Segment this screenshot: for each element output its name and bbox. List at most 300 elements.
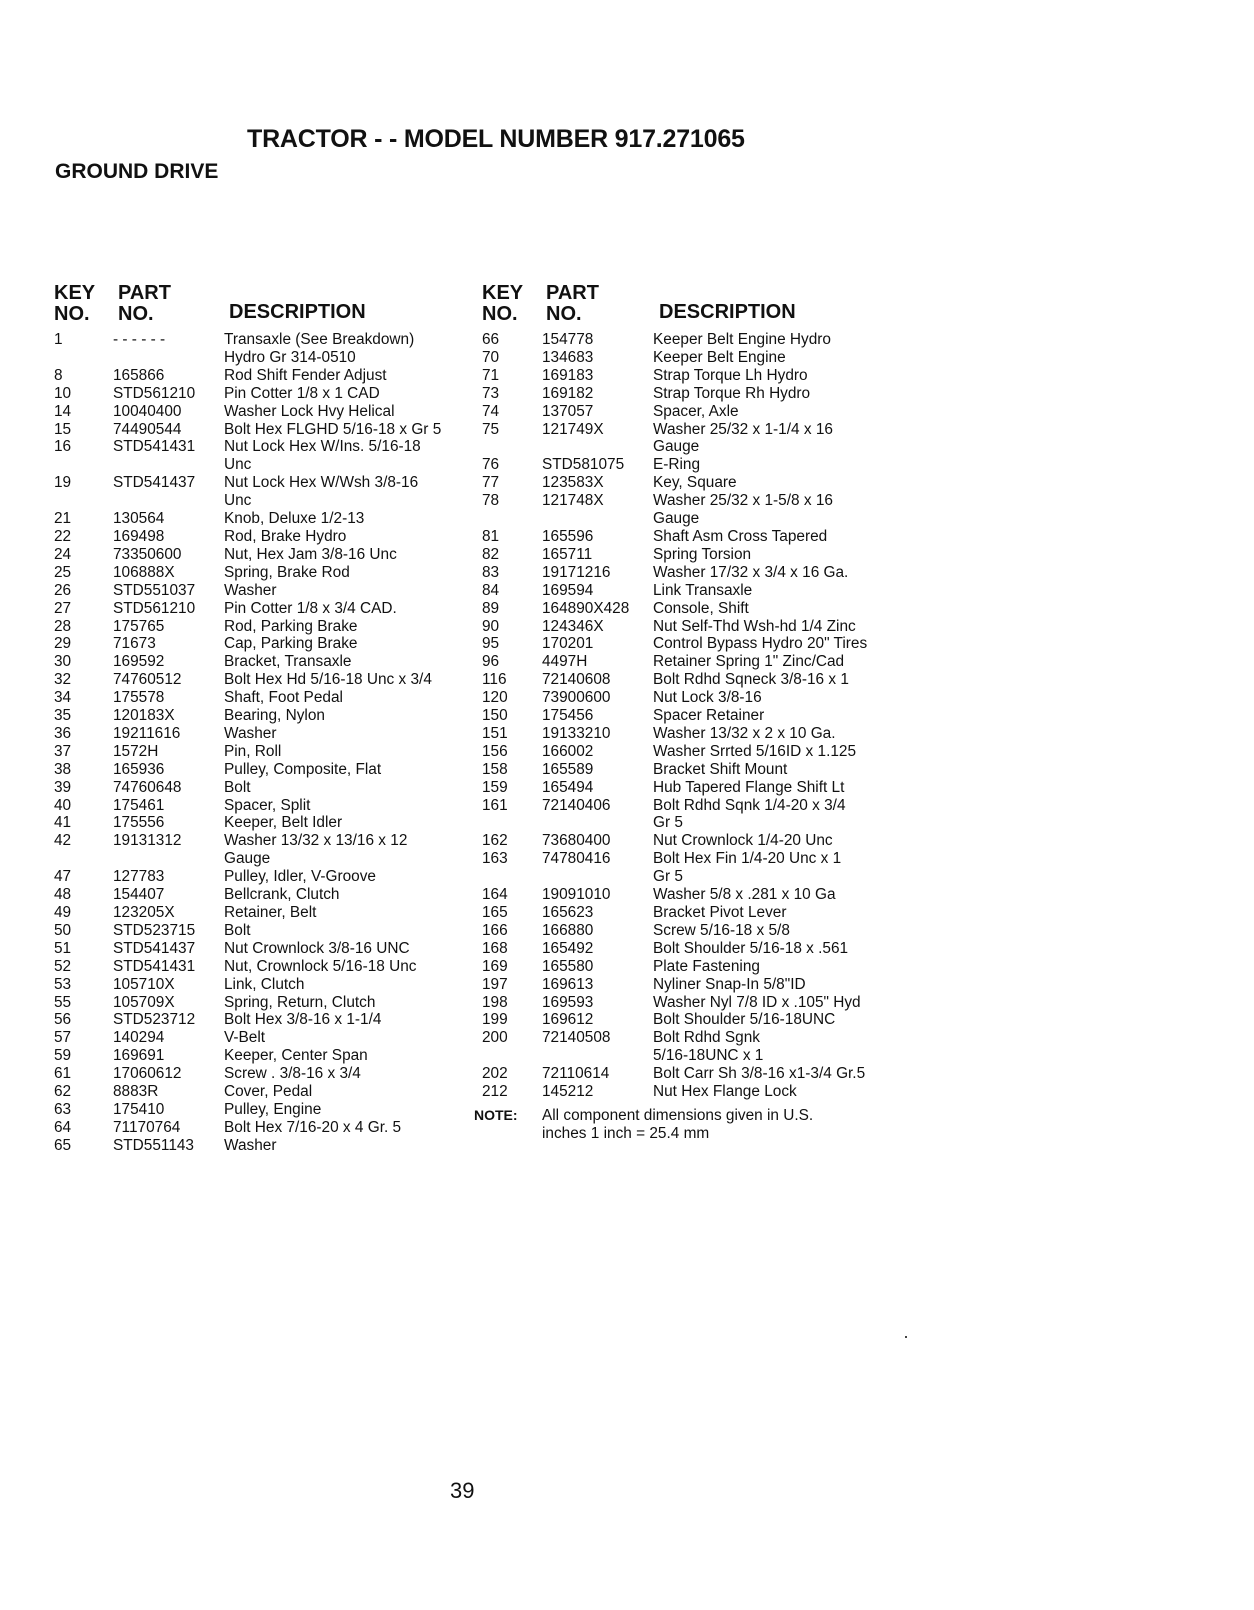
section-title: GROUND DRIVE xyxy=(55,160,219,183)
key-number: 168 xyxy=(482,939,508,957)
description-line: Link, Clutch xyxy=(224,975,305,993)
part-row xyxy=(54,958,474,976)
key-number: 166 xyxy=(482,921,508,939)
key-number: 159 xyxy=(482,778,508,796)
key-number: 150 xyxy=(482,707,508,725)
part-row xyxy=(482,635,902,653)
description-line: Spacer Retainer xyxy=(653,707,765,725)
key-number: 22 xyxy=(54,527,72,545)
description-line: Shaft Asm Cross Tapered xyxy=(653,527,828,545)
description-line: Nut Lock 3/8-16 xyxy=(653,689,762,707)
description-line: Unc xyxy=(224,456,252,474)
key-number: 82 xyxy=(482,545,500,563)
part-number: 154407 xyxy=(113,886,165,904)
key-number: 24 xyxy=(54,545,72,563)
key-number: 53 xyxy=(54,975,72,993)
part-row xyxy=(482,1065,902,1083)
key-number: 76 xyxy=(482,456,500,474)
part-row xyxy=(54,976,474,994)
key-no-header: NO. xyxy=(54,303,90,325)
part-row xyxy=(54,814,474,832)
note-line: All component dimensions given in U.S. xyxy=(542,1106,814,1124)
part-number: 105710X xyxy=(113,975,175,993)
part-number: 121749X xyxy=(542,420,604,438)
part-number: 72140508 xyxy=(542,1029,611,1047)
part-row xyxy=(482,886,902,904)
part-number: 72110614 xyxy=(542,1065,610,1083)
description-line: Shaft, Foot Pedal xyxy=(224,689,343,707)
part-number: 71170764 xyxy=(113,1118,181,1136)
description-line: Retainer Spring 1" Zinc/Cad xyxy=(653,653,845,671)
description-line: Keeper Belt Engine Hydro xyxy=(653,331,831,348)
description-line: Console, Shift xyxy=(653,599,749,617)
part-number: 74780416 xyxy=(542,850,611,868)
dimension-note xyxy=(474,1106,902,1143)
part-number: STD551143 xyxy=(113,1136,194,1154)
key-number: 28 xyxy=(54,617,72,635)
description-line: Nut Self-Thd Wsh-hd 1/4 Zinc xyxy=(653,617,856,635)
description-line: Washer 5/8 x .281 x 10 Ga xyxy=(653,886,836,904)
part-number: 71673 xyxy=(113,635,156,653)
part-row xyxy=(482,600,902,618)
key-number: 75 xyxy=(482,420,500,438)
part-number: 140294 xyxy=(113,1029,165,1047)
description-line: Bellcrank, Clutch xyxy=(224,886,340,904)
part-row xyxy=(54,331,474,367)
key-number: 29 xyxy=(54,635,72,653)
part-row xyxy=(54,421,474,439)
part-row xyxy=(482,671,902,689)
part-row xyxy=(482,922,902,940)
description-line: Pulley, Composite, Flat xyxy=(224,760,382,778)
description-line: Spring Torsion xyxy=(653,545,752,563)
description-line: Bolt Shoulder 5/16-18 x .561 xyxy=(653,939,849,957)
description-line: Knob, Deluxe 1/2-13 xyxy=(224,510,365,528)
part-number: - - - - - - xyxy=(113,331,166,348)
part-number: 164890X428 xyxy=(542,599,630,617)
part-number: 165589 xyxy=(542,760,594,778)
part-row xyxy=(54,868,474,886)
key-number: 151 xyxy=(482,724,508,742)
key-number: 15 xyxy=(54,420,72,438)
key-number: 120 xyxy=(482,689,508,707)
description-line: Key, Square xyxy=(653,474,737,492)
part-number: STD581075 xyxy=(542,456,625,474)
part-number: 165711 xyxy=(542,545,593,563)
description-line: Bolt Hex FLGHD 5/16-18 x Gr 5 xyxy=(224,420,442,438)
part-number: 130564 xyxy=(113,510,165,528)
description-line: Link Transaxle xyxy=(653,581,753,599)
description-line: Bolt Hex Fin 1/4-20 Unc x 1 xyxy=(653,850,842,868)
description-line: Washer xyxy=(224,1136,277,1154)
part-row xyxy=(54,564,474,582)
part-number: 74760648 xyxy=(113,778,182,796)
part-row xyxy=(54,528,474,546)
description-line: Gr 5 xyxy=(653,868,683,886)
description-line: Keeper, Belt Idler xyxy=(224,814,343,832)
part-number: 165596 xyxy=(542,527,594,545)
key-number: 8 xyxy=(54,366,63,384)
description-line: Spring, Brake Rod xyxy=(224,563,350,581)
description-line: Screw 5/16-18 x 5/8 xyxy=(653,921,790,939)
description-line: Transaxle (See Breakdown) xyxy=(224,331,415,348)
description-line: Plate Fastening xyxy=(653,957,760,975)
key-number: 96 xyxy=(482,653,500,671)
key-number: 89 xyxy=(482,599,500,617)
description-line: Bolt Hex Hd 5/16-18 Unc x 3/4 xyxy=(224,671,432,689)
part-row xyxy=(482,689,902,707)
description-line: Bolt xyxy=(224,778,251,796)
page-number: 39 xyxy=(450,1478,475,1503)
part-number: STD541437 xyxy=(113,474,196,492)
key-number: 21 xyxy=(54,510,72,528)
part-number: STD561210 xyxy=(113,599,196,617)
description-line: Washer Nyl 7/8 ID x .105" Hyd xyxy=(653,993,861,1011)
part-number: 169593 xyxy=(542,993,594,1011)
part-number: 175456 xyxy=(542,707,594,725)
description-line: Nut Lock Hex W/Ins. 5/16-18 xyxy=(224,438,421,456)
part-row xyxy=(54,904,474,922)
key-number: 27 xyxy=(54,599,72,617)
description-line: Control Bypass Hydro 20" Tires xyxy=(653,635,868,653)
part-row xyxy=(54,886,474,904)
description-line: Washer xyxy=(224,581,277,599)
description-line: Unc xyxy=(224,492,252,510)
part-number: 19171216 xyxy=(542,563,611,581)
part-number: 169183 xyxy=(542,366,594,384)
part-header: PART xyxy=(546,282,599,304)
part-row xyxy=(54,797,474,815)
description-line: Bolt Hex 7/16-20 x 4 Gr. 5 xyxy=(224,1118,402,1136)
note-line: inches 1 inch = 25.4 mm xyxy=(542,1124,710,1142)
description-line: Bracket Pivot Lever xyxy=(653,904,787,921)
key-number: 165 xyxy=(482,904,508,921)
part-row xyxy=(482,403,902,421)
scan-speck xyxy=(905,1336,907,1338)
key-number: 212 xyxy=(482,1083,508,1101)
key-number: 36 xyxy=(54,724,72,742)
key-number: 48 xyxy=(54,886,72,904)
part-row xyxy=(482,850,902,886)
description-line: V-Belt xyxy=(224,1029,266,1047)
part-number: 145212 xyxy=(542,1083,594,1101)
parts-list-right xyxy=(474,282,902,1143)
part-row xyxy=(54,707,474,725)
key-number: 90 xyxy=(482,617,500,635)
part-number: 175578 xyxy=(113,689,165,707)
key-number: 158 xyxy=(482,760,508,778)
description-line: Bolt Rdhd Sgnk xyxy=(653,1029,760,1047)
part-number: 165494 xyxy=(542,778,594,796)
part-number: 123583X xyxy=(542,474,604,492)
part-number: 169691 xyxy=(113,1047,165,1065)
part-number: 127783 xyxy=(113,868,165,886)
key-number: 37 xyxy=(54,742,72,760)
description-line: Pin Cotter 1/8 x 1 CAD xyxy=(224,384,380,402)
part-number: 73680400 xyxy=(542,832,611,850)
part-row xyxy=(54,1029,474,1047)
part-row xyxy=(54,1119,474,1137)
description-line: Bolt Shoulder 5/16-18UNC xyxy=(653,1011,836,1029)
key-number: 77 xyxy=(482,474,500,492)
part-number: STD541437 xyxy=(113,939,196,957)
part-number: 123205X xyxy=(113,904,175,921)
part-row xyxy=(54,635,474,653)
part-row xyxy=(482,904,902,922)
part-number: 1572H xyxy=(113,742,159,760)
key-number: 51 xyxy=(54,939,72,957)
key-number: 65 xyxy=(54,1136,72,1154)
parts-list-left xyxy=(54,283,474,1155)
description-line: Strap Torque Lh Hydro xyxy=(653,366,808,384)
part-row xyxy=(482,743,902,761)
description-line: Washer 25/32 x 1-5/8 x 16 xyxy=(653,492,833,510)
part-row xyxy=(482,725,902,743)
description-line: Washer xyxy=(224,724,277,742)
description-line: Bolt Rdhd Sqneck 3/8-16 x 1 xyxy=(653,671,849,689)
part-row xyxy=(482,707,902,725)
part-number: 170201 xyxy=(542,635,594,653)
key-number: 84 xyxy=(482,581,500,599)
part-row xyxy=(482,761,902,779)
key-number: 161 xyxy=(482,796,508,814)
description-line: Bracket, Transaxle xyxy=(224,653,352,671)
part-row xyxy=(482,349,902,367)
part-number: 17060612 xyxy=(113,1065,182,1083)
key-number: 16 xyxy=(54,438,72,456)
key-header: KEY xyxy=(482,282,524,304)
part-row xyxy=(54,510,474,528)
key-number: 63 xyxy=(54,1100,72,1118)
part-number: 19211616 xyxy=(113,724,181,742)
description-line: Nut Crownlock 3/8-16 UNC xyxy=(224,939,410,957)
key-number: 62 xyxy=(54,1083,72,1101)
key-number: 95 xyxy=(482,635,500,653)
part-row xyxy=(54,832,474,868)
part-row xyxy=(482,528,902,546)
part-row xyxy=(482,779,902,797)
description-line: Bolt Rdhd Sqnk 1/4-20 x 3/4 xyxy=(653,796,846,814)
part-number: 73350600 xyxy=(113,545,182,563)
part-number: STD561210 xyxy=(113,384,196,402)
parts-rows xyxy=(54,331,474,1155)
part-row xyxy=(54,582,474,600)
part-row xyxy=(54,618,474,636)
key-number: 57 xyxy=(54,1029,72,1047)
description-line: Nut Crownlock 1/4-20 Unc xyxy=(653,832,833,850)
part-header: PART xyxy=(118,282,171,304)
part-number: 72140406 xyxy=(542,796,611,814)
part-number: 74490544 xyxy=(113,420,182,438)
key-number: 32 xyxy=(54,671,72,689)
part-row xyxy=(54,385,474,403)
key-number: 163 xyxy=(482,850,508,868)
key-number: 59 xyxy=(54,1047,72,1065)
description-line: Rod Shift Fender Adjust xyxy=(224,366,387,384)
description-line: Gauge xyxy=(224,850,271,868)
part-number: 175765 xyxy=(113,617,165,635)
key-number: 83 xyxy=(482,563,500,581)
description-line: Washer 13/32 x 2 x 10 Ga. xyxy=(653,724,836,742)
description-line: Screw . 3/8-16 x 3/4 xyxy=(224,1065,361,1083)
part-number: 169612 xyxy=(542,1011,594,1029)
parts-rows xyxy=(482,331,902,1101)
part-row xyxy=(482,994,902,1012)
key-number: 55 xyxy=(54,993,72,1011)
part-row xyxy=(482,546,902,564)
part-number: 169594 xyxy=(542,581,594,599)
part-row xyxy=(54,1101,474,1119)
description-line: Washer 13/32 x 13/16 x 12 xyxy=(224,832,408,850)
description-line: Pin, Roll xyxy=(224,742,282,760)
part-row xyxy=(54,367,474,385)
description-line: Bolt xyxy=(224,921,251,939)
description-line: Rod, Parking Brake xyxy=(224,617,358,635)
key-number: 1 xyxy=(54,331,63,348)
key-number: 40 xyxy=(54,796,72,814)
key-number: 38 xyxy=(54,760,72,778)
part-row xyxy=(482,940,902,958)
description-line: Bolt Hex 3/8-16 x 1-1/4 xyxy=(224,1011,382,1029)
key-number: 198 xyxy=(482,993,508,1011)
part-row xyxy=(482,492,902,528)
part-no-header: NO. xyxy=(546,303,582,325)
part-number: STD541431 xyxy=(113,438,196,456)
part-number: 105709X xyxy=(113,993,175,1011)
part-number: 154778 xyxy=(542,331,594,348)
part-number: 166002 xyxy=(542,742,594,760)
part-number: STD541431 xyxy=(113,957,196,975)
part-row xyxy=(482,653,902,671)
part-row xyxy=(482,797,902,833)
part-row xyxy=(54,671,474,689)
part-row xyxy=(482,1011,902,1029)
part-number: 165580 xyxy=(542,957,594,975)
description-line: Nut, Crownlock 5/16-18 Unc xyxy=(224,957,417,975)
description-line: Hub Tapered Flange Shift Lt xyxy=(653,778,845,796)
key-number: 61 xyxy=(54,1065,72,1083)
description-line: Washer 25/32 x 1-1/4 x 16 xyxy=(653,420,833,438)
part-number: 4497H xyxy=(542,653,588,671)
key-number: 30 xyxy=(54,653,72,671)
key-number: 10 xyxy=(54,384,72,402)
description-line: Washer Lock Hvy Helical xyxy=(224,402,395,420)
description-line: Pin Cotter 1/8 x 3/4 CAD. xyxy=(224,599,397,617)
key-number: 162 xyxy=(482,832,508,850)
description-line: Spacer, Split xyxy=(224,796,311,814)
part-row xyxy=(54,1011,474,1029)
part-number: 165866 xyxy=(113,366,165,384)
part-number: 73900600 xyxy=(542,689,611,707)
key-number: 73 xyxy=(482,384,500,402)
description-line: E-Ring xyxy=(653,456,701,474)
part-number: 8883R xyxy=(113,1083,159,1101)
part-number: 121748X xyxy=(542,492,604,510)
part-number: 165936 xyxy=(113,760,165,778)
key-number: 50 xyxy=(54,921,72,939)
part-row xyxy=(54,546,474,564)
part-row xyxy=(482,1083,902,1101)
part-number: 175556 xyxy=(113,814,165,832)
description-line: Nyliner Snap-In 5/8"ID xyxy=(653,975,806,993)
part-number: 169592 xyxy=(113,653,165,671)
part-number: 106888X xyxy=(113,563,175,581)
key-number: 156 xyxy=(482,742,508,760)
description-line: Cap, Parking Brake xyxy=(224,635,358,653)
description-line: Keeper Belt Engine xyxy=(653,348,786,366)
part-number: 10040400 xyxy=(113,402,182,420)
key-number: 42 xyxy=(54,832,72,850)
key-number: 66 xyxy=(482,331,500,348)
key-number: 78 xyxy=(482,492,500,510)
part-row xyxy=(54,725,474,743)
description-header: DESCRIPTION xyxy=(229,301,366,323)
part-row xyxy=(54,474,474,510)
key-header: KEY xyxy=(54,282,96,304)
key-number: 169 xyxy=(482,957,508,975)
description-line: Washer 17/32 x 3/4 x 16 Ga. xyxy=(653,563,849,581)
description-line: Bracket Shift Mount xyxy=(653,760,788,778)
description-line: Nut, Hex Jam 3/8-16 Unc xyxy=(224,545,397,563)
description-line: Spacer, Axle xyxy=(653,402,739,420)
part-row xyxy=(54,922,474,940)
part-row xyxy=(54,994,474,1012)
description-line: Keeper, Center Span xyxy=(224,1047,368,1065)
key-number: 35 xyxy=(54,707,72,725)
part-number: 19131312 xyxy=(113,832,182,850)
description-line: Bearing, Nylon xyxy=(224,707,325,725)
description-line: Bolt Carr Sh 3/8-16 x1-3/4 Gr.5 xyxy=(653,1065,866,1083)
column-headers xyxy=(482,283,902,331)
description-line: Nut Hex Flange Lock xyxy=(653,1083,797,1101)
part-row xyxy=(54,940,474,958)
part-row xyxy=(482,582,902,600)
key-number: 200 xyxy=(482,1029,508,1047)
description-line: Washer Srrted 5/16ID x 1.125 xyxy=(653,742,857,760)
description-line: Nut Lock Hex W/Wsh 3/8-16 xyxy=(224,474,419,492)
part-number: STD523712 xyxy=(113,1011,196,1029)
key-number: 52 xyxy=(54,957,72,975)
part-row xyxy=(482,385,902,403)
part-number: 134683 xyxy=(542,348,594,366)
part-row xyxy=(482,564,902,582)
description-line: Spring, Return, Clutch xyxy=(224,993,376,1011)
part-row xyxy=(482,456,902,474)
part-row xyxy=(54,1137,474,1155)
key-number: 164 xyxy=(482,886,508,904)
key-number: 71 xyxy=(482,366,500,384)
part-number: 169498 xyxy=(113,527,165,545)
key-number: 197 xyxy=(482,975,508,993)
column-headers xyxy=(54,283,474,331)
part-row xyxy=(482,421,902,457)
key-number: 202 xyxy=(482,1065,508,1083)
part-row xyxy=(54,743,474,761)
part-number: 19133210 xyxy=(542,724,611,742)
key-number: 47 xyxy=(54,868,72,886)
part-row xyxy=(482,832,902,850)
part-number: 165492 xyxy=(542,939,594,957)
note-label: NOTE: xyxy=(474,1106,518,1123)
part-number: STD523715 xyxy=(113,921,196,939)
key-number: 19 xyxy=(54,474,72,492)
part-number: 74760512 xyxy=(113,671,182,689)
part-number: 169182 xyxy=(542,384,594,402)
key-number: 56 xyxy=(54,1011,72,1029)
part-row xyxy=(54,761,474,779)
part-number: 166880 xyxy=(542,921,594,939)
key-number: 14 xyxy=(54,402,72,420)
